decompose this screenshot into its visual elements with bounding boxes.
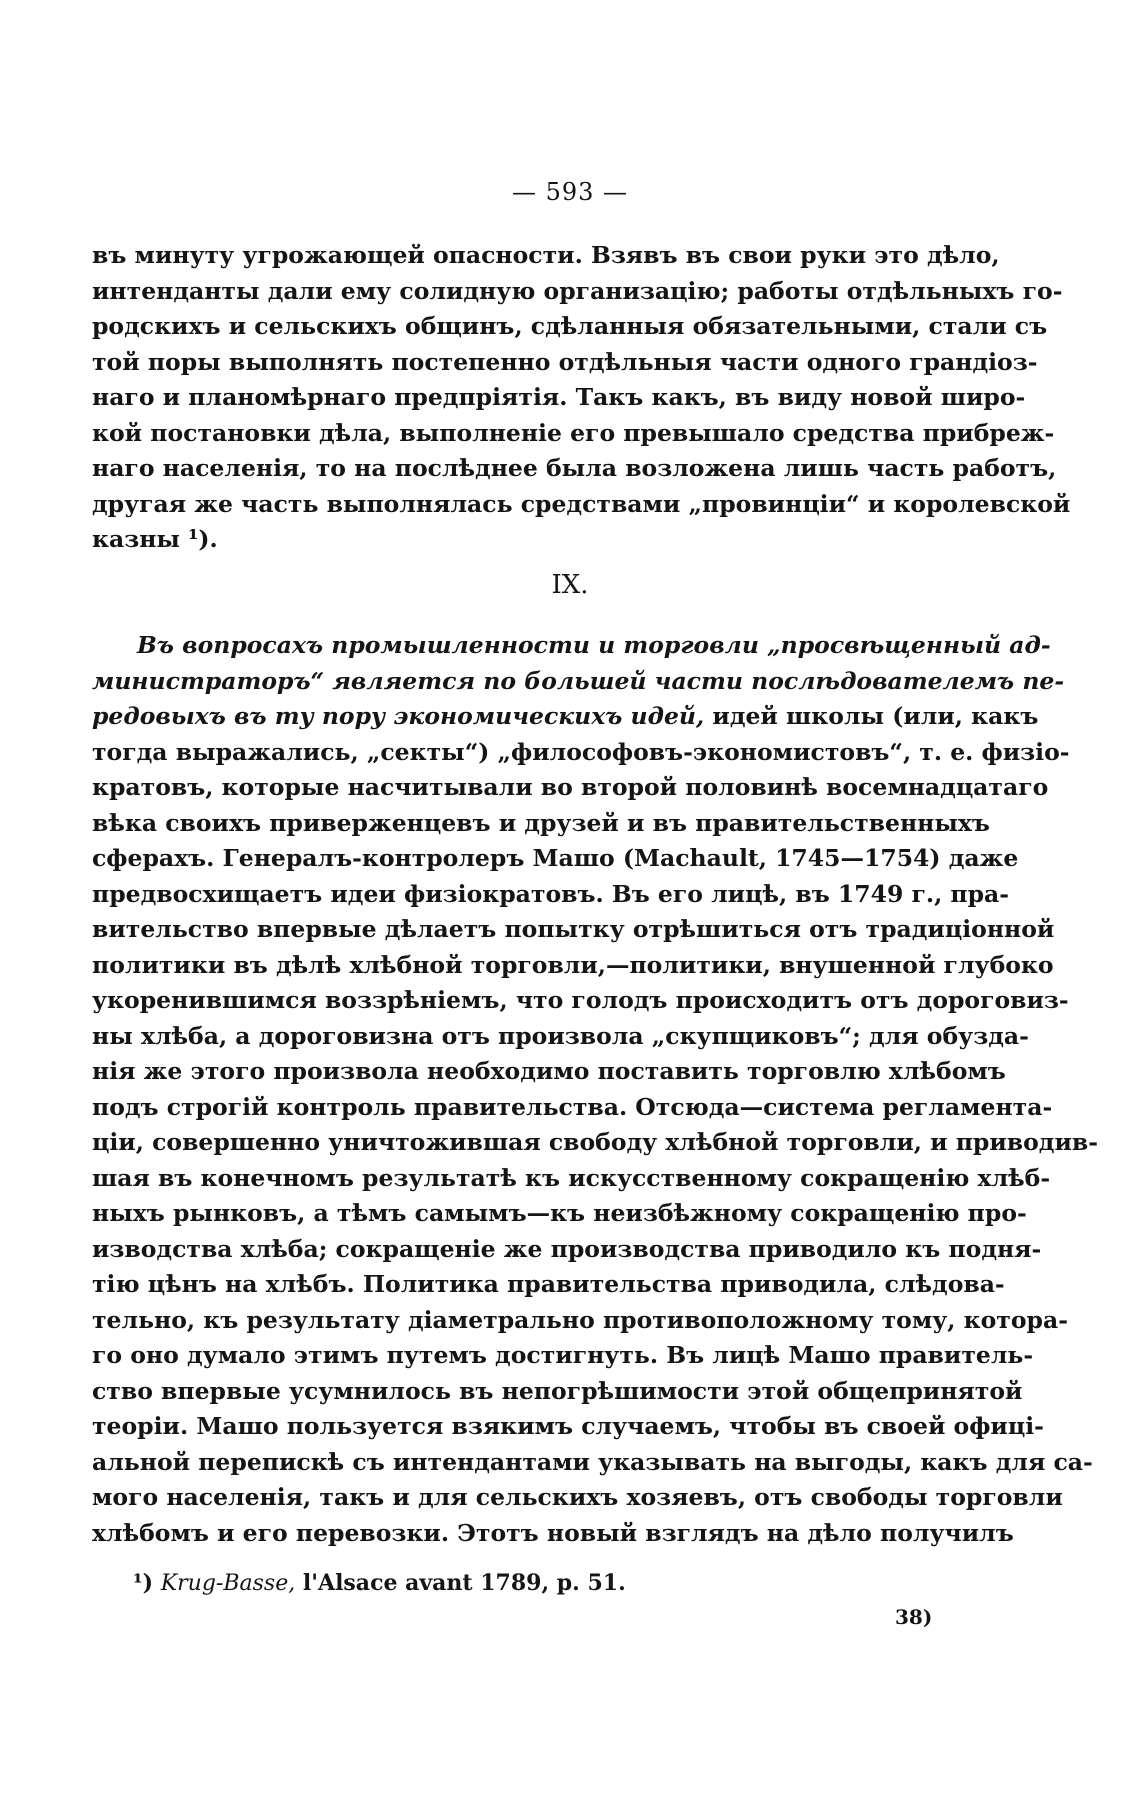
footnote [133,1570,626,1596]
text-line: тельно, къ результату діаметрально противоположному тому, котора- [92,1305,1068,1334]
footnote-text: l'Alsace avant 1789, p. 51. [302,1570,626,1596]
text-line: наго и планомѣрнаго предпріятія. Такъ какъ, въ виду новой широ- [92,383,1026,411]
text-line: ны хлѣба, а дороговизна отъ произвола „скупщиковъ“; для обузда- [92,1021,1029,1050]
text-line: кратовъ, которые насчитывали во второй половинѣ восемнадцатаго [92,773,1049,801]
text-line: хлѣбомъ и его перевозки. Этотъ новый взглядъ на дѣло получилъ [92,1518,1014,1547]
printer-signature-mark: 38) [895,1605,933,1629]
text-line: подъ строгій контроль правительства. Отсюда—система регламента- [92,1092,1053,1121]
text-line: ныхъ рынковъ, а тѣмъ самымъ—къ неизбѣжному сокращенію про- [92,1199,1027,1227]
text-line: альной перепискѣ съ интендантами указывать на выгоды, какъ для са- [92,1447,1093,1476]
text-line: ство впервые усумнилось въ непогрѣшимости этой общепринятой [92,1376,1023,1405]
text-line: родскихъ и сельскихъ общинъ, сдѣланныя обязательными, стали съ [92,312,1048,340]
footnote-author: Krug-Basse, [160,1571,296,1596]
text-line-italic-part: редовыхъ въ ту пору экономическихъ идей, [92,702,705,730]
text-line: кой постановки дѣла, выполненіе его превышало средства прибреж- [92,418,1055,447]
text-line: шая въ конечномъ результатѣ къ искусственному сокращенію хлѣб- [92,1163,1051,1192]
text-line: тогда выражались, „секты“) „философовъ-экономистовъ“, т. е. физіо- [92,737,1070,766]
text-line: наго населенія, то на послѣднее была возложена лишь часть работъ, [92,454,1057,482]
text-line-regular-part: идей школы (или, какъ [704,702,1039,730]
paragraph-2 [92,628,1098,1551]
text-line: ціи, совершенно уничтожившая свободу хлѣбной торговли, и приводив- [92,1128,1098,1156]
text-line: Въ вопросахъ промышленности и торговли „просвѣщенный ад- [137,631,1051,659]
text-line: другая же часть выполнялась средствами „провинціи“ и королевской [92,489,1071,518]
text-line: го оно думало этимъ путемъ достигнуть. Въ лицѣ Машо правитель- [92,1341,1034,1369]
text-line: изводства хлѣба; сокращеніе же производства приводило къ подня- [92,1234,1042,1263]
text-line: интенданты дали ему солидную организацію; работы отдѣльныхъ го- [92,276,1063,305]
text-line [92,699,1039,735]
text-line: укоренившимся воззрѣніемъ, что голодъ происходитъ отъ дороговиз- [92,986,1069,1014]
section-heading: IX. [551,570,589,600]
text-line: вительство впервые дѣлаетъ попытку отрѣшиться отъ традиціонной [92,915,1055,943]
text-line: сферахъ. Генералъ-контролеръ Машо (Machault, 1745—1754) даже [92,844,1019,872]
paragraph-1 [92,238,1071,558]
text-line: въ минуту угрожающей опасности. Взявъ въ свои руки это дѣло, [92,241,1000,269]
text-line: мого населенія, такъ и для сельскихъ хозяевъ, отъ свободы торговли [92,1483,1063,1511]
page-number: — 593 — [511,178,629,206]
text-line: вѣка своихъ приверженцевъ и друзей и въ правительственныхъ [92,808,990,837]
footnote-marker: ¹) [133,1570,154,1596]
text-line: теоріи. Машо пользуется взякимъ случаемъ, чтобы въ своей офиці- [92,1412,1044,1440]
text-line: политики въ дѣлѣ хлѣбной торговли,—политики, внушенной глубоко [92,950,1054,979]
text-line: казны ¹). [92,525,218,553]
text-line: министраторъ“ является по большей части послѣдователемъ пе- [92,666,1065,695]
text-line: тію цѣнъ на хлѣбъ. Политика правительства приводила, слѣдова- [92,1270,1005,1298]
text-line: предвосхищаетъ идеи физіократовъ. Въ его лицѣ, въ 1749 г., пра- [92,879,1010,908]
text-line: нія же этого произвола необходимо поставить торговлю хлѣбомъ [92,1057,1006,1085]
text-line: той поры выполнять постепенно отдѣльныя части одного грандіоз- [92,347,1038,376]
